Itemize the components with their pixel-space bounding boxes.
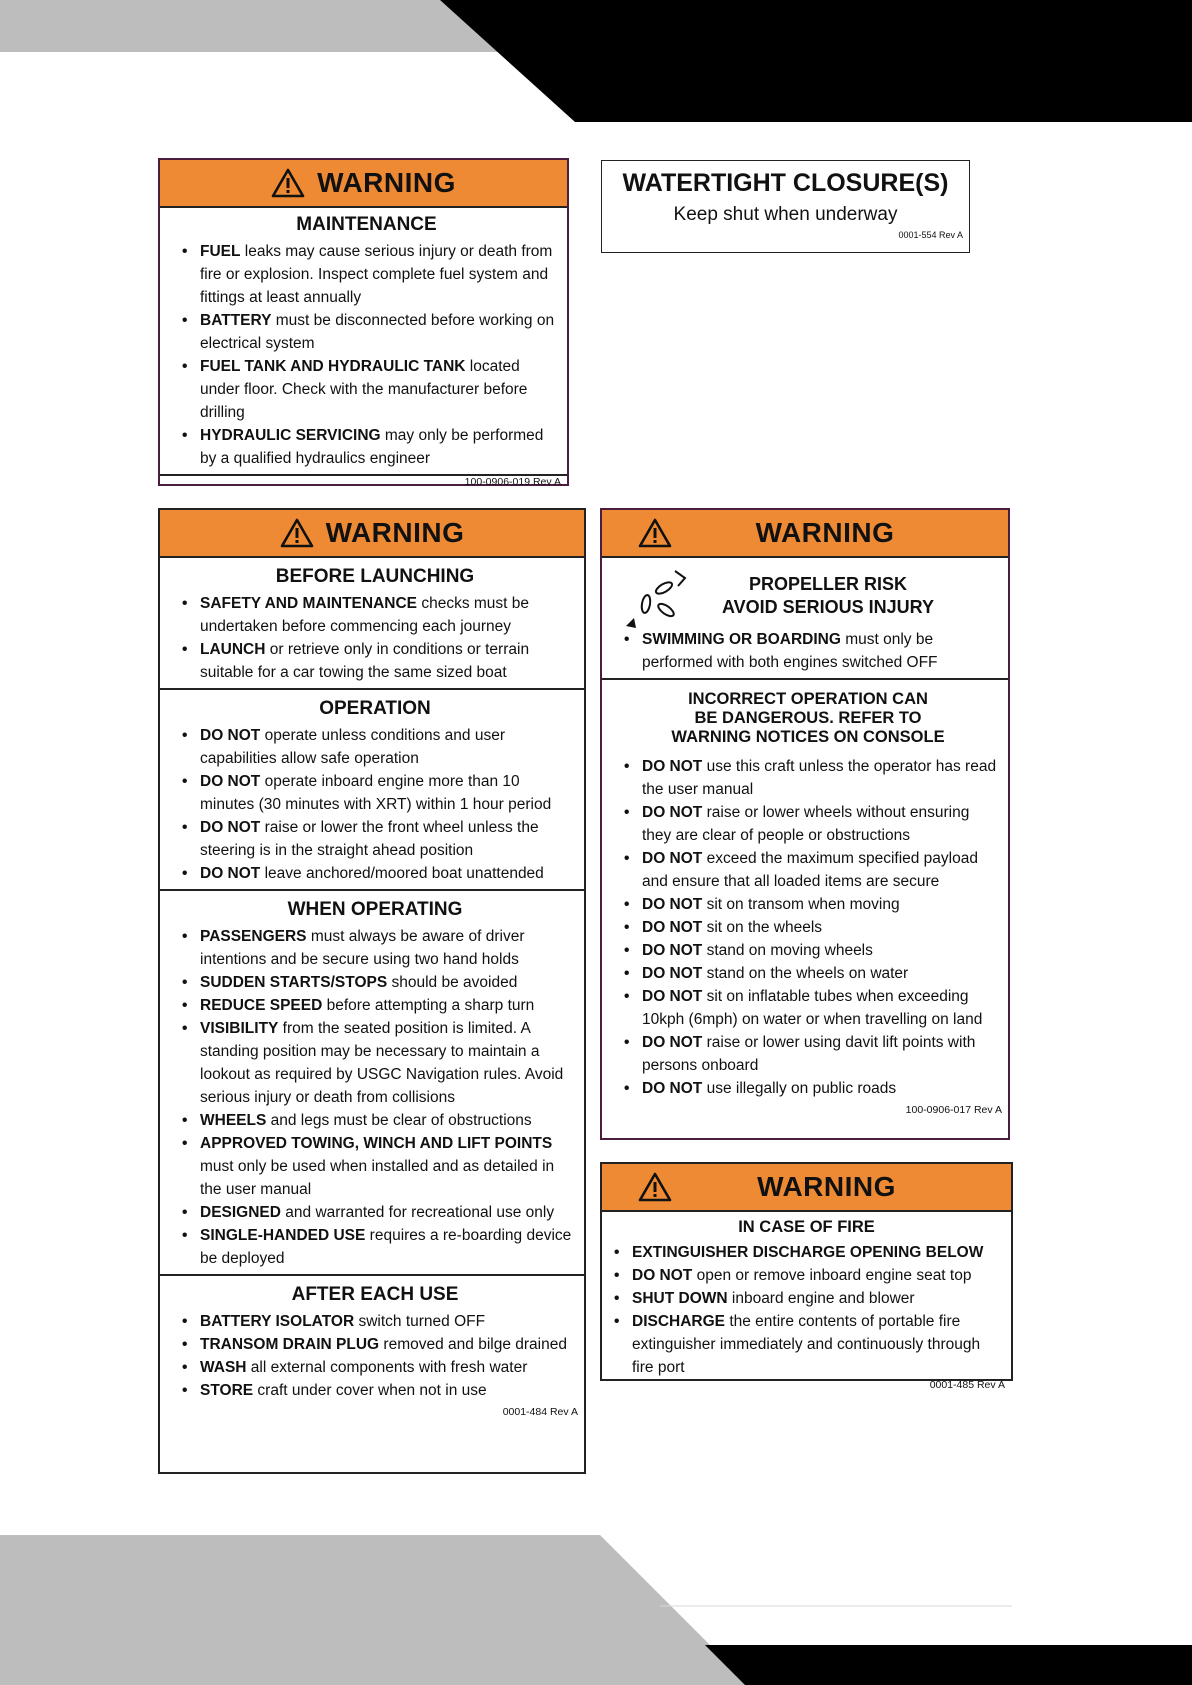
warning-word: WARNING bbox=[325, 517, 465, 548]
section-items bbox=[176, 724, 574, 885]
warning-triangle-icon bbox=[280, 518, 314, 548]
item-text: from the seated position is limited. A standing position may be necessary to maintain a lookout as required by USGC Navigation rules. Avoid serious injury or death from collisions bbox=[200, 1020, 564, 1106]
top-black-band bbox=[440, 0, 1192, 122]
propeller-risk-section bbox=[602, 558, 1008, 680]
list-item bbox=[176, 309, 557, 355]
item-bold: FUEL TANK AND HYDRAULIC TANK bbox=[200, 358, 466, 375]
part-code: 0001-484 Rev A bbox=[502, 1406, 578, 1418]
section-title: WHEN OPERATING bbox=[287, 899, 463, 920]
list-item bbox=[608, 1264, 1005, 1287]
launch-sections bbox=[160, 558, 584, 1406]
item-text: craft under cover when not in use bbox=[253, 1382, 487, 1399]
item-bold: DO NOT bbox=[642, 896, 703, 913]
list-item bbox=[618, 985, 998, 1031]
list-item bbox=[176, 424, 557, 470]
warning-word: WARNING bbox=[755, 517, 895, 548]
item-text: the entire contents of portable fire extinguisher immediately and continuously through fire port bbox=[632, 1313, 981, 1376]
launch-section bbox=[160, 690, 584, 891]
list-item bbox=[176, 816, 574, 862]
fire-warning-label bbox=[600, 1162, 1013, 1391]
item-text: sit on transom when moving bbox=[702, 896, 900, 913]
list-item bbox=[176, 971, 574, 994]
list-item bbox=[176, 592, 574, 638]
list-item bbox=[176, 1333, 574, 1356]
item-text: before attempting a sharp turn bbox=[322, 997, 535, 1014]
part-code: 100-0906-017 Rev A bbox=[905, 1104, 1002, 1116]
list-item bbox=[608, 1287, 1005, 1310]
item-bold: DO NOT bbox=[200, 865, 261, 882]
item-bold: VISIBILITY bbox=[200, 1020, 279, 1037]
top-gray-band bbox=[0, 0, 500, 52]
list-item bbox=[176, 994, 574, 1017]
list-item bbox=[618, 939, 998, 962]
fire-section bbox=[602, 1212, 1011, 1379]
item-bold: PASSENGERS bbox=[200, 928, 307, 945]
propeller-risk-line2: AVOID SERIOUS INJURY bbox=[721, 597, 935, 617]
item-bold: STORE bbox=[200, 1382, 254, 1399]
item-text: switch turned OFF bbox=[354, 1313, 486, 1330]
list-item bbox=[618, 916, 998, 939]
incorrect-line3: WARNING NOTICES ON CONSOLE bbox=[671, 728, 945, 746]
list-item bbox=[176, 724, 574, 770]
item-text: sit on the wheels bbox=[702, 919, 823, 936]
propeller-risk-line1: PROPELLER RISK bbox=[748, 574, 908, 594]
section-items bbox=[176, 925, 574, 1270]
list-item bbox=[176, 240, 557, 309]
propeller-items bbox=[618, 755, 998, 1100]
item-bold: HYDRAULIC SERVICING bbox=[200, 427, 381, 444]
item-bold: DO NOT bbox=[642, 850, 703, 867]
list-item bbox=[176, 1017, 574, 1109]
list-item bbox=[176, 1132, 574, 1201]
item-bold: DO NOT bbox=[632, 1267, 693, 1284]
section-title: IN CASE OF FIRE bbox=[738, 1218, 875, 1236]
item-text: operate inboard engine more than 10 minutes (30 minutes with XRT) within 1 hour period bbox=[200, 773, 552, 813]
incorrect-line2: BE DANGEROUS. REFER TO bbox=[694, 709, 922, 727]
item-bold: FUEL bbox=[200, 243, 241, 260]
launch-operation-warning-label bbox=[158, 508, 586, 1474]
item-bold: REDUCE SPEED bbox=[200, 997, 323, 1014]
fire-items bbox=[608, 1241, 1005, 1379]
part-code: 100-0906-019 Rev A bbox=[464, 476, 561, 488]
part-code: 0001-485 Rev A bbox=[929, 1379, 1005, 1391]
list-item bbox=[176, 1356, 574, 1379]
item-text: open or remove inboard engine seat top bbox=[692, 1267, 972, 1284]
item-text: or retrieve only in conditions or terrain suitable for a car towing the same sized boat bbox=[200, 641, 530, 681]
section-items bbox=[176, 1310, 574, 1402]
list-item bbox=[618, 893, 998, 916]
item-text: must only be performed with both engines switched OFF bbox=[642, 631, 938, 671]
item-text: use illegally on public roads bbox=[702, 1080, 897, 1097]
warning-header bbox=[602, 510, 1008, 558]
list-item bbox=[618, 628, 998, 674]
item-bold: DO NOT bbox=[200, 727, 261, 744]
list-item bbox=[618, 1077, 998, 1100]
watertight-title: WATERTIGHT CLOSURE(S) bbox=[622, 169, 949, 197]
watertight-closure-label bbox=[601, 160, 970, 253]
item-bold: DO NOT bbox=[642, 919, 703, 936]
item-bold: TRANSOM DRAIN PLUG bbox=[200, 1336, 380, 1353]
list-item bbox=[608, 1310, 1005, 1379]
part-code: 0001-554 Rev A bbox=[898, 230, 963, 240]
item-bold: EXTINGUISHER DISCHARGE OPENING BELOW bbox=[632, 1244, 984, 1261]
incorrect-line1: INCORRECT OPERATION CAN bbox=[688, 690, 928, 708]
list-item bbox=[176, 862, 574, 885]
item-bold: DO NOT bbox=[200, 819, 261, 836]
list-item bbox=[176, 638, 574, 684]
warning-header bbox=[160, 160, 567, 208]
maintenance-warning-label bbox=[158, 158, 569, 486]
warning-word: WARNING bbox=[757, 1171, 896, 1202]
item-bold: SWIMMING OR BOARDING bbox=[642, 631, 841, 648]
swim-items bbox=[618, 628, 998, 674]
list-item bbox=[176, 925, 574, 971]
item-text: all external components with fresh water bbox=[246, 1359, 528, 1376]
item-text: exceed the maximum specified payload and ensure that all loaded items are secure bbox=[642, 850, 978, 890]
item-text: and warranted for recreational use only bbox=[280, 1204, 555, 1221]
bottom-gray-band bbox=[0, 1535, 750, 1685]
item-text: should be avoided bbox=[387, 974, 518, 991]
item-text: leave anchored/moored boat unattended bbox=[260, 865, 544, 882]
item-text: raise or lower the front wheel unless the steering is in the straight ahead position bbox=[200, 819, 539, 859]
launch-section bbox=[160, 1276, 584, 1406]
launch-section bbox=[160, 558, 584, 690]
item-bold: BATTERY ISOLATOR bbox=[200, 1313, 355, 1330]
item-bold: DO NOT bbox=[642, 758, 703, 775]
item-bold: DO NOT bbox=[642, 942, 703, 959]
list-item bbox=[618, 847, 998, 893]
item-bold: DESIGNED bbox=[200, 1204, 281, 1221]
propeller-warning-label bbox=[600, 508, 1010, 1140]
bottom-black-band bbox=[705, 1645, 1192, 1685]
launch-section bbox=[160, 891, 584, 1276]
warning-triangle-icon bbox=[271, 168, 305, 198]
item-bold: LAUNCH bbox=[200, 641, 266, 658]
item-text: leaks may cause serious injury or death from fire or explosion. Inspect complete fuel system and fittings at least annually bbox=[200, 243, 553, 306]
list-item bbox=[176, 1109, 574, 1132]
maintenance-items bbox=[176, 240, 557, 470]
item-bold: WASH bbox=[200, 1359, 247, 1376]
item-bold: SHUT DOWN bbox=[632, 1290, 728, 1307]
list-item bbox=[176, 355, 557, 424]
list-item bbox=[176, 1379, 574, 1402]
list-item bbox=[176, 770, 574, 816]
list-item bbox=[608, 1241, 1005, 1264]
item-bold: DO NOT bbox=[642, 1080, 703, 1097]
item-bold: DO NOT bbox=[642, 1034, 703, 1051]
list-item bbox=[176, 1224, 574, 1270]
item-bold: DISCHARGE bbox=[632, 1313, 726, 1330]
item-text: and legs must be clear of obstructions bbox=[266, 1112, 532, 1129]
item-text: operate unless conditions and user capabilities allow safe operation bbox=[200, 727, 505, 767]
section-title: MAINTENANCE bbox=[296, 214, 437, 235]
item-bold: WHEELS bbox=[200, 1112, 267, 1129]
incorrect-operation-section bbox=[602, 680, 1008, 1104]
section-items bbox=[176, 592, 574, 684]
warning-header bbox=[602, 1164, 1011, 1212]
list-item bbox=[618, 962, 998, 985]
item-text: raise or lower using davit lift points with persons onboard bbox=[642, 1034, 976, 1074]
warning-word: WARNING bbox=[317, 167, 456, 198]
item-text: sit on inflatable tubes when exceeding 10kph (6mph) on water or when travelling on land bbox=[642, 988, 983, 1028]
item-text: requires a re-boarding device be deployed bbox=[200, 1227, 572, 1267]
list-item bbox=[618, 755, 998, 801]
item-text: inboard engine and blower bbox=[727, 1290, 915, 1307]
item-text: removed and bilge drained bbox=[379, 1336, 567, 1353]
maintenance-section bbox=[160, 208, 567, 476]
list-item bbox=[176, 1201, 574, 1224]
list-item bbox=[618, 1031, 998, 1077]
warning-header bbox=[160, 510, 584, 558]
section-title: AFTER EACH USE bbox=[291, 1284, 459, 1305]
propeller-icon bbox=[620, 566, 690, 636]
item-text: must only be used when installed and as detailed in the user manual bbox=[200, 1158, 555, 1198]
item-text: checks must be undertaken before commencing each journey bbox=[200, 595, 530, 635]
item-text: may only be performed by a qualified hydraulics engineer bbox=[200, 427, 544, 467]
item-bold: SINGLE-HANDED USE bbox=[200, 1227, 366, 1244]
item-bold: DO NOT bbox=[642, 965, 703, 982]
item-bold: BATTERY bbox=[200, 312, 272, 329]
item-text: must be disconnected before working on electrical system bbox=[200, 312, 555, 352]
item-bold: DO NOT bbox=[200, 773, 261, 790]
item-text: stand on moving wheels bbox=[702, 942, 873, 959]
item-bold: APPROVED TOWING, WINCH AND LIFT POINTS bbox=[200, 1135, 553, 1152]
item-bold: DO NOT bbox=[642, 804, 703, 821]
item-text: must always be aware of driver intentions and be secure using two hand holds bbox=[200, 928, 525, 968]
item-bold: SUDDEN STARTS/STOPS bbox=[200, 974, 388, 991]
item-bold: SAFETY AND MAINTENANCE bbox=[200, 595, 418, 612]
item-text: located under floor. Check with the manufacturer before drilling bbox=[200, 358, 528, 421]
list-item bbox=[176, 1310, 574, 1333]
item-text: raise or lower wheels without ensuring they are clear of people or obstructions bbox=[642, 804, 970, 844]
item-text: use this craft unless the operator has read the user manual bbox=[642, 758, 997, 798]
item-bold: DO NOT bbox=[642, 988, 703, 1005]
item-text: stand on the wheels on water bbox=[702, 965, 909, 982]
section-title: OPERATION bbox=[319, 698, 431, 719]
section-title: BEFORE LAUNCHING bbox=[275, 566, 475, 587]
list-item bbox=[618, 801, 998, 847]
watertight-subtitle: Keep shut when underway bbox=[673, 204, 898, 225]
